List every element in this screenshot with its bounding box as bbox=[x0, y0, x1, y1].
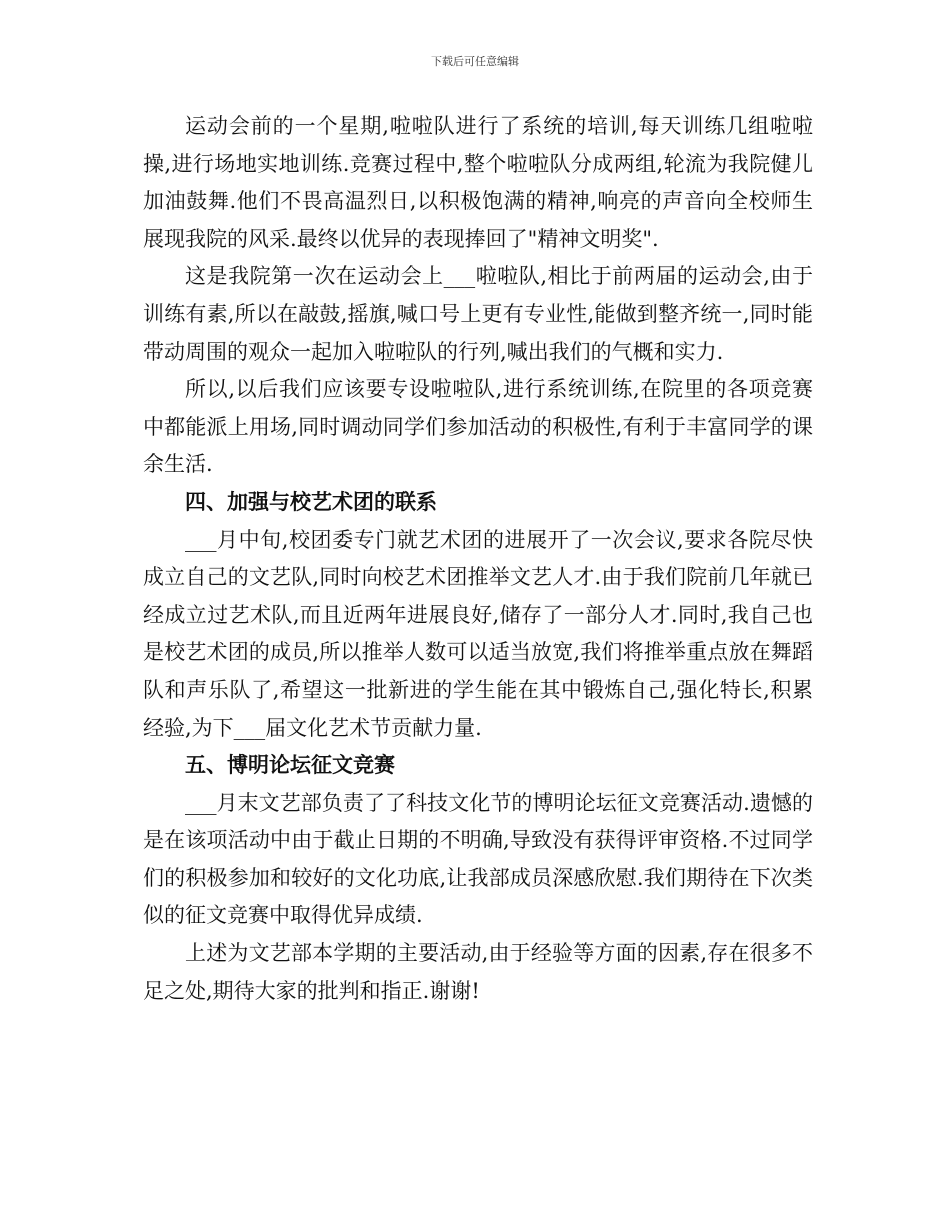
paragraph-conclusion: 上述为文艺部本学期的主要活动,由于经验等方面的因素,存在很多不足之处,期待大家的批判和指正.谢谢! bbox=[143, 941, 813, 1003]
header-note: 下载后可任意编辑 bbox=[431, 55, 519, 68]
paragraph-essay-contest: ___月末文艺部负责了了科技文化节的博明论坛征文竞赛活动.遗憾的是在该项活动中由于截止日期的不明确,导致没有获得评审资格.不过同学们的积极参加和较好的文化功底,让我部成员深感欣慰.我们期待在下次类似的征文竞赛中取得优异成绩. bbox=[143, 790, 813, 928]
paragraph-cheerleading-first-time: 这是我院第一次在运动会上___啦啦队,相比于前两届的运动会,由于训练有素,所以在敲鼓,摇旗,喊口号上更有专业性,能做到整齐统一,同时能带动周围的观众一起加入啦啦队的行列,喊出我们的气概和实力. bbox=[143, 264, 813, 364]
paragraph-cheerleading-training: 运动会前的一个星期,啦啦队进行了系统的培训,每天训练几组啦啦操,进行场地实地训练.竞赛过程中,整个啦啦队分成两组,轮流为我院健儿加油鼓舞.他们不畏高温烈日,以积极饱满的精神,响亮的声音向全校师生展现我院的风采.最终以优异的表现捧回了"精神文明奖". bbox=[143, 114, 813, 251]
paragraph-cheerleading-future: 所以,以后我们应该要专设啦啦队,进行系统训练,在院里的各项竞赛中都能派上用场,同时调动同学们参加活动的积极性,有利于丰富同学的课余生活. bbox=[143, 377, 813, 477]
paragraph-art-troupe: ___月中旬,校团委专门就艺术团的进展开了一次会议,要求各院尽快成立自己的文艺队,同时向校艺术团推举文艺人才.由于我们院前几年就已经成立过艺术队,而且近两年进展良好,储存了一部分人才.同时,我自己也是校艺术团的成员,所以推举人数可以适当放宽,我们将推举重点放在舞蹈队和声乐队了,希望这一批新进的学生能在其中锻炼自己,强化特长,积累经验,为下___届文化艺术节贡献力量. bbox=[143, 527, 813, 740]
section-heading-art-troupe: 四、加强与校艺术团的联系 bbox=[185, 489, 437, 514]
section-heading-essay-contest: 五、博明论坛征文竞赛 bbox=[185, 753, 395, 778]
document-body bbox=[143, 108, 813, 1010]
